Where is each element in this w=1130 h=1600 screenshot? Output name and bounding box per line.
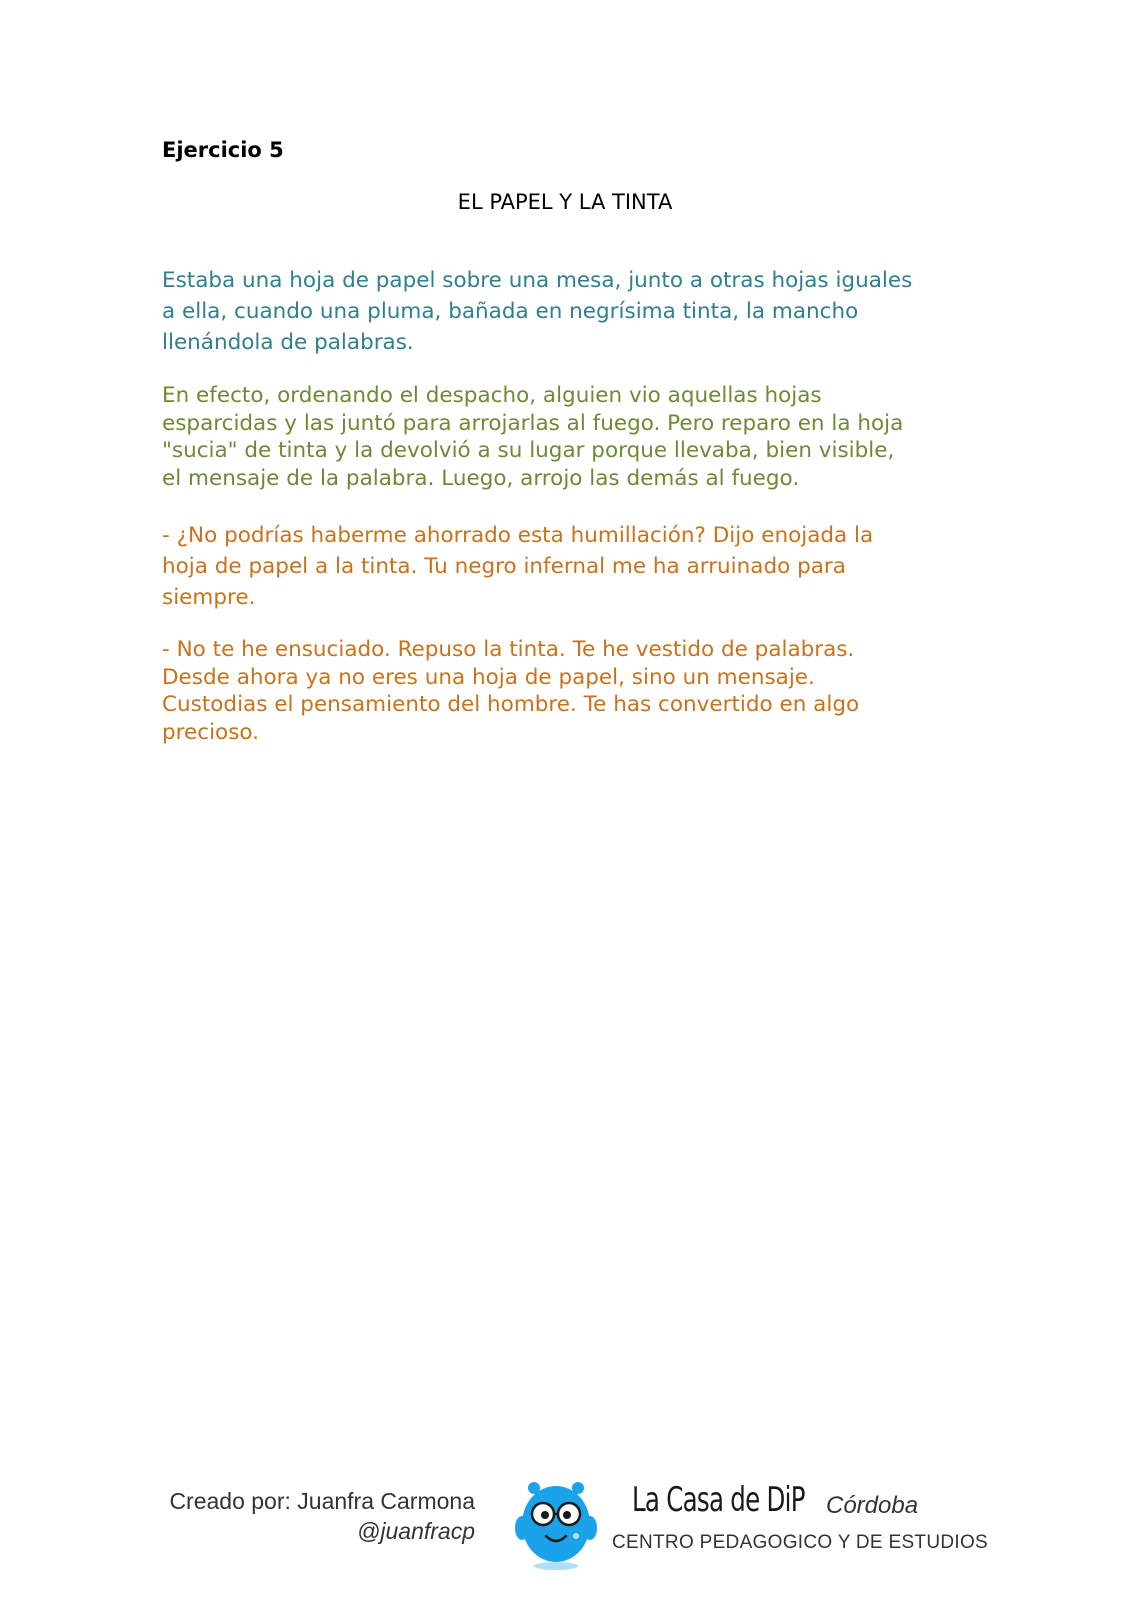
text-line: Custodias el pensamiento del hombre. Te has convertido en algo xyxy=(162,692,860,717)
footer-credit xyxy=(169,1486,475,1546)
brand-subtitle: CENTRO PEDAGOGICO Y DE ESTUDIOS xyxy=(612,1532,988,1553)
text-line: - ¿No podrías haberme ahorrado esta humillación? Dijo enojada la xyxy=(162,523,874,548)
text-line: - No te he ensuciado. Repuso la tinta. Te he vestido de palabras. xyxy=(162,637,855,662)
text-line: hoja de papel a la tinta. Tu negro infernal me ha arruinado para xyxy=(162,554,846,579)
text-line: llenándola de palabras. xyxy=(162,330,414,355)
paragraph-4 xyxy=(162,636,1002,746)
text-line: precioso. xyxy=(162,719,260,745)
paragraph-2 xyxy=(162,382,1002,492)
text-line: esparcidas y las juntó para arrojarlas al fuego. Pero reparo en la hoja xyxy=(162,410,904,436)
text-line: En efecto, ordenando el despacho, alguien vio aquellas hojas xyxy=(162,383,822,408)
text-line: el mensaje de la palabra. Luego, arrojo las demás al fuego. xyxy=(162,465,800,491)
story-title: EL PAPEL Y LA TINTA xyxy=(457,190,673,214)
author-handle: @juanfracp xyxy=(357,1518,475,1544)
owl-mascot-icon xyxy=(512,1474,600,1574)
brand-city: Córdoba xyxy=(826,1492,919,1519)
text-line: Desde ahora ya no eres una hoja de papel, sino un mensaje. xyxy=(162,664,815,690)
text-line: a ella, cuando una pluma, bañada en negrísima tinta, la mancho xyxy=(162,299,859,324)
exercise-heading: Ejercicio 5 xyxy=(162,138,284,162)
author-credit: Creado por: Juanfra Carmona xyxy=(169,1488,475,1514)
paragraph-3 xyxy=(162,520,1002,613)
paragraph-1 xyxy=(162,265,1002,358)
text-line: "sucia" de tinta y la devolvió a su lugar porque llevaba, bien visible, xyxy=(162,438,895,463)
text-line: siempre. xyxy=(162,585,256,610)
text-line: Estaba una hoja de papel sobre una mesa, junto a otras hojas iguales xyxy=(162,268,913,293)
brand-name: La Casa de DiP xyxy=(632,1480,805,1520)
